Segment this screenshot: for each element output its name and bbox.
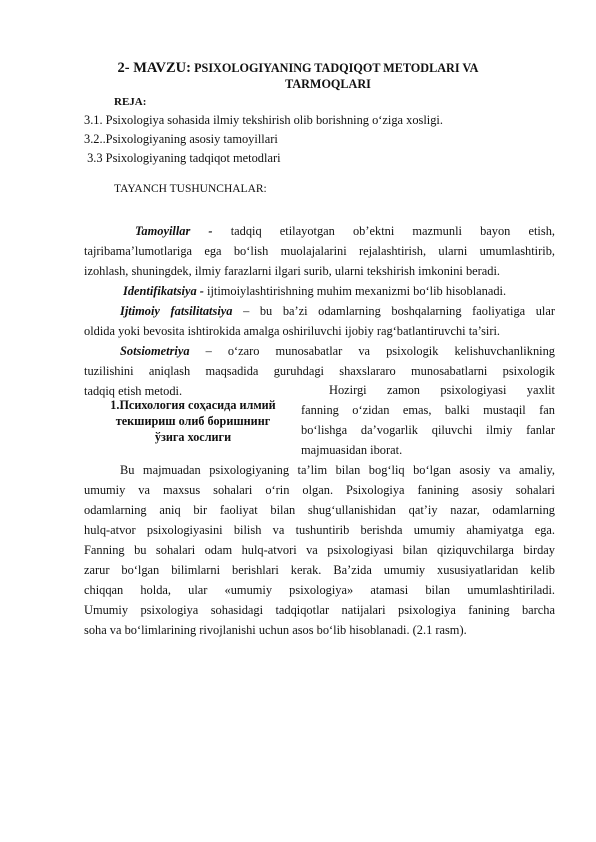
body-line: umumiy va maxsus sohalari o‘rin olgan. Psixologiya fanining asosiy sohalari — [84, 483, 555, 497]
section-heading-line: ўзига хослиги — [154, 430, 232, 444]
body-line: chiqqan holda, ular «umumiy psixologiya» atamasi bilan umumlashtiriladi. — [84, 583, 555, 597]
body-line: Bu majmuadan psixologiyaning ta’lim bilan bog‘liq bo‘lgan asosiy va amaliy, — [120, 463, 555, 477]
concept-term: Tamoyillar - — [135, 224, 213, 238]
body-line: soha va bo‘limlarining rivojlanishi uchun asos bo‘lib hisoblanadi. (2.1 rasm). — [84, 623, 467, 637]
plan-item: 3.2..Psixologiyaning asosiy tamoyillari — [84, 132, 278, 146]
intro-line: Hozirgi zamon psixologiyasi yaxlit — [329, 383, 555, 397]
section-heading — [86, 397, 300, 445]
intro-line: majmuasidan iborat. — [301, 443, 403, 457]
lecture-title — [0, 59, 596, 77]
concept-fatsilitatsiya — [84, 301, 555, 341]
topic-title-line1: PSIXOLOGIYANING TADQIQOT METODLARI VA — [194, 61, 479, 75]
body-line: odamlarning aniq bir faoliyat bilan shug‘ullanishidan qat’iy nazar, odamlarning — [84, 503, 555, 517]
concept-text: tadqiq etilayotgan ob’ektni mazmunli bayon etish, — [230, 224, 555, 238]
concept-term: Sotsiometriya — [120, 344, 190, 358]
section-body — [84, 460, 555, 640]
concept-text: tadqiq etish metodi. — [84, 384, 183, 398]
section-heading-line: текшириш олиб боришнинг — [115, 414, 271, 428]
body-line: hulq-atvor psixologiyasini bilish va tushuntirib berishda umumiy ahamiyatga ega. — [84, 523, 555, 537]
concept-term: Ijtimoiy fatsilitatsiya — [120, 304, 233, 318]
intro-line: bo‘lishga da’vogarlik qiluvchi ilmiy fanlar — [301, 423, 555, 437]
plan-heading: REJA: — [114, 96, 147, 108]
concept-text: tuzilishini aniqlash maqsadida guruhdagi shaxslararo munosabatlarni psixologik — [84, 364, 555, 378]
plan-item: 3.1. Psixologiya sohasida ilmiy tekshirish olib borishning o‘ziga xosligi. — [84, 113, 443, 127]
concept-term: Identifikatsiya - — [123, 284, 204, 298]
body-line: Fanning bu sohalari odam hulq-atvori va psixologiyasi bilan qiziquvchilarga birday — [84, 543, 555, 557]
body-line: Umumiy psixologiya sohasidagi tadqiqotlar natijalari psixologiya fanining barcha — [84, 603, 555, 617]
concept-tamoyillar — [84, 221, 555, 281]
concept-text: tajribama’lumotlariga ega bo‘lish muolajalarini rejalashtirish, ularni umumlashtirib, — [84, 244, 555, 258]
plan-item: 3.3 Psixologiyaning tadqiqot metodlari — [84, 151, 281, 165]
topic-number: 2- MAVZU: — [117, 60, 191, 76]
concept-identifikatsiya — [84, 281, 555, 301]
concept-text: ijtimoiylashtirishning muhim mexanizmi bo‘lib hisoblanadi. — [207, 284, 507, 298]
concept-text: – bu ba’zi odamlarning boshqalarning faoliyatiga ular — [243, 304, 555, 318]
section-intro — [301, 380, 555, 460]
key-concepts-heading: TAYANCH TUSHUNCHALAR: — [114, 183, 267, 195]
body-line: zarur bo‘lgan bilimlarni berishlari kerak. Ba’zida umumiy xususiyatlaridan kelib — [84, 563, 555, 577]
section-heading-line: 1.Психология соҳасида илмий — [110, 398, 276, 412]
concept-text: – o‘zaro munosabatlar va psixologik kelishuvchanlikning — [205, 344, 555, 358]
intro-line: fanning o‘zidan emas, balki mustaqil fan — [301, 403, 555, 417]
concept-text: izohlash, shuningdek, ilmiy farazlarni ilgari surib, ularni tekshirish imkonini beradi. — [84, 264, 501, 278]
concept-text: oldida yoki bevosita ishtirokida amalga oshiriluvchi ijobiy rag‘batlantiruvchi ta’siri. — [84, 324, 501, 338]
topic-title-line2: TARMOQLARI — [285, 77, 371, 91]
